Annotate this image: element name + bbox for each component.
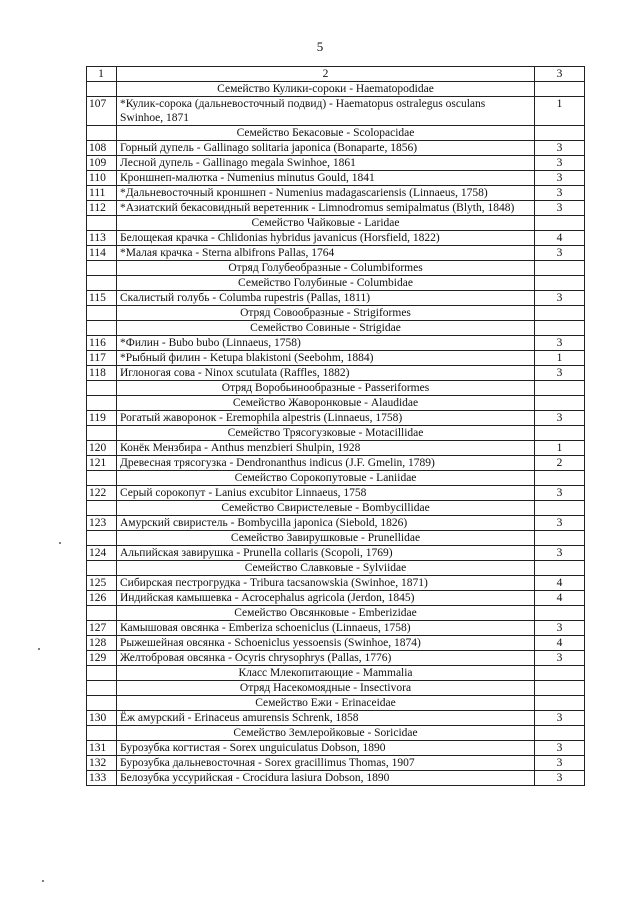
taxon-group-heading: Семейство Чайковые - Laridae: [117, 216, 535, 231]
table-row: [87, 651, 585, 666]
rarity-category: 1: [535, 351, 585, 366]
table-row: [87, 741, 585, 756]
rarity-category: 2: [535, 456, 585, 471]
row-number: 125: [87, 576, 117, 591]
empty-cell: [87, 426, 117, 441]
row-number: 123: [87, 516, 117, 531]
rarity-category: 1: [535, 97, 585, 126]
taxon-group-heading: Семейство Землеройковые - Soricidae: [117, 726, 535, 741]
taxon-group-heading: Отряд Совообразные - Strigiformes: [117, 306, 535, 321]
scan-mark: [38, 648, 40, 650]
table-row: [87, 441, 585, 456]
species-name: *Рыбный филин - Ketupa blakistoni (Seebohm, 1884): [117, 351, 535, 366]
table-row: [87, 486, 585, 501]
table-row: [87, 411, 585, 426]
rarity-category: 4: [535, 231, 585, 246]
taxon-group-heading: Отряд Голубеобразные - Columbiformes: [117, 261, 535, 276]
table-row: [87, 546, 585, 561]
empty-cell: [535, 531, 585, 546]
empty-cell: [87, 276, 117, 291]
species-name: *Малая крачка - Sterna albifrons Pallas, 1764: [117, 246, 535, 261]
rarity-category: 3: [535, 651, 585, 666]
row-number: 111: [87, 186, 117, 201]
row-number: 119: [87, 411, 117, 426]
row-number: 113: [87, 231, 117, 246]
table-row: [87, 141, 585, 156]
taxon-group-row: [87, 561, 585, 576]
species-name: Лесной дупель - Gallinago megala Swinhoe, 1861: [117, 156, 535, 171]
rarity-category: 3: [535, 336, 585, 351]
empty-cell: [535, 426, 585, 441]
empty-cell: [535, 306, 585, 321]
species-name: Белозубка уссурийская - Crocidura lasiura Dobson, 1890: [117, 771, 535, 786]
taxon-group-row: [87, 681, 585, 696]
table-row: [87, 366, 585, 381]
rarity-category: 3: [535, 516, 585, 531]
taxon-group-row: [87, 606, 585, 621]
species-name: Индийская камышевка - Acrocephalus agricola (Jerdon, 1845): [117, 591, 535, 606]
rarity-category: 4: [535, 576, 585, 591]
row-number: 126: [87, 591, 117, 606]
rarity-category: 3: [535, 756, 585, 771]
row-number: 124: [87, 546, 117, 561]
empty-cell: [535, 471, 585, 486]
table-row: [87, 156, 585, 171]
page-number: 5: [316, 39, 324, 54]
taxon-group-row: [87, 471, 585, 486]
taxon-group-row: [87, 126, 585, 141]
species-name: Бурозубка дальневосточная - Sorex gracillimus Thomas, 1907: [117, 756, 535, 771]
table-row: [87, 621, 585, 636]
column-header-name: 2: [117, 67, 535, 82]
taxon-group-row: [87, 381, 585, 396]
rarity-category: 3: [535, 486, 585, 501]
taxon-group-heading: Отряд Воробьинообразные - Passeriformes: [117, 381, 535, 396]
table-row: [87, 246, 585, 261]
empty-cell: [535, 82, 585, 97]
row-number: 109: [87, 156, 117, 171]
table-row: [87, 336, 585, 351]
species-name: Древесная трясогузка - Dendronanthus indicus (J.F. Gmelin, 1789): [117, 456, 535, 471]
table-row: [87, 186, 585, 201]
table-header-row: [87, 67, 585, 82]
table-row: [87, 516, 585, 531]
empty-cell: [535, 126, 585, 141]
species-name: Ёж амурский - Erinaceus amurensis Schrenk, 1858: [117, 711, 535, 726]
row-number: 130: [87, 711, 117, 726]
taxon-group-heading: Семейство Завирушковые - Prunellidae: [117, 531, 535, 546]
species-name: Желтобровая овсянка - Ocyris chrysophrys (Pallas, 1776): [117, 651, 535, 666]
empty-cell: [87, 561, 117, 576]
taxon-group-heading: Класс Млекопитающие - Mammalia: [117, 666, 535, 681]
rarity-category: 3: [535, 246, 585, 261]
row-number: 116: [87, 336, 117, 351]
empty-cell: [87, 126, 117, 141]
empty-cell: [535, 696, 585, 711]
species-name: Кроншнеп-малютка - Numenius minutus Gould, 1841: [117, 171, 535, 186]
taxon-group-row: [87, 396, 585, 411]
rarity-category: 3: [535, 411, 585, 426]
species-name: Серый сорокопут - Lanius excubitor Linnaeus, 1758: [117, 486, 535, 501]
row-number: 122: [87, 486, 117, 501]
species-name: Альпийская завирушка - Prunella collaris (Scopoli, 1769): [117, 546, 535, 561]
column-header-category: 3: [535, 67, 585, 82]
taxon-group-row: [87, 501, 585, 516]
table-row: [87, 636, 585, 651]
empty-cell: [87, 471, 117, 486]
empty-cell: [535, 261, 585, 276]
empty-cell: [87, 321, 117, 336]
row-number: 118: [87, 366, 117, 381]
row-number: 131: [87, 741, 117, 756]
empty-cell: [535, 666, 585, 681]
row-number: 127: [87, 621, 117, 636]
taxon-group-heading: Семейство Овсянковые - Emberizidae: [117, 606, 535, 621]
row-number: 117: [87, 351, 117, 366]
row-number: 112: [87, 201, 117, 216]
empty-cell: [87, 666, 117, 681]
taxon-group-heading: Семейство Трясогузковые - Motacillidae: [117, 426, 535, 441]
taxon-group-row: [87, 306, 585, 321]
table-row: [87, 351, 585, 366]
species-name: Сибирская пестрогрудка - Tribura tacsanowskia (Swinhoe, 1871): [117, 576, 535, 591]
rarity-category: 3: [535, 291, 585, 306]
empty-cell: [87, 606, 117, 621]
row-number: 121: [87, 456, 117, 471]
table-body: [87, 67, 585, 786]
empty-cell: [87, 381, 117, 396]
species-name: *Азиатский бекасовидный веретенник - Limnodromus semipalmatus (Blyth, 1848): [117, 201, 535, 216]
empty-cell: [87, 396, 117, 411]
table-row: [87, 201, 585, 216]
taxon-group-row: [87, 531, 585, 546]
empty-cell: [535, 726, 585, 741]
rarity-category: 3: [535, 141, 585, 156]
species-name: *Дальневосточный кроншнеп - Numenius madagascariensis (Linnaeus, 1758): [117, 186, 535, 201]
species-name: Рогатый жаворонок - Eremophila alpestris (Linnaeus, 1758): [117, 411, 535, 426]
empty-cell: [535, 561, 585, 576]
table-row: [87, 711, 585, 726]
empty-cell: [535, 276, 585, 291]
species-name: Белощекая крачка - Chlidonias hybridus javanicus (Horsfield, 1822): [117, 231, 535, 246]
species-name: Горный дупель - Gallinago solitaria japonica (Bonaparte, 1856): [117, 141, 535, 156]
taxon-group-heading: Семейство Совиные - Strigidae: [117, 321, 535, 336]
row-number: 120: [87, 441, 117, 456]
empty-cell: [87, 216, 117, 231]
row-number: 110: [87, 171, 117, 186]
row-number: 133: [87, 771, 117, 786]
row-number: 107: [87, 97, 117, 126]
row-number: 114: [87, 246, 117, 261]
taxon-group-heading: Семейство Славковые - Sylviidae: [117, 561, 535, 576]
rarity-category: 3: [535, 546, 585, 561]
taxon-group-row: [87, 261, 585, 276]
taxon-group-row: [87, 426, 585, 441]
empty-cell: [535, 681, 585, 696]
empty-cell: [535, 396, 585, 411]
table-row: [87, 456, 585, 471]
scan-mark: [42, 880, 44, 882]
empty-cell: [87, 696, 117, 711]
species-name: Скалистый голубь - Columba rupestris (Pallas, 1811): [117, 291, 535, 306]
taxon-group-heading: Семейство Голубиные - Columbidae: [117, 276, 535, 291]
table-row: [87, 756, 585, 771]
empty-cell: [535, 606, 585, 621]
taxon-group-row: [87, 696, 585, 711]
table-row: [87, 291, 585, 306]
taxon-group-heading: Семейство Сорокопутовые - Laniidae: [117, 471, 535, 486]
taxon-group-row: [87, 216, 585, 231]
empty-cell: [535, 216, 585, 231]
table-row: [87, 231, 585, 246]
rarity-category: 3: [535, 621, 585, 636]
rarity-category: 3: [535, 366, 585, 381]
empty-cell: [535, 501, 585, 516]
table-row: [87, 576, 585, 591]
table-row: [87, 171, 585, 186]
species-name: Конёк Мензбира - Anthus menzbieri Shulpin, 1928: [117, 441, 535, 456]
empty-cell: [87, 261, 117, 276]
taxon-group-heading: Семейство Бекасовые - Scolopacidae: [117, 126, 535, 141]
taxon-group-row: [87, 276, 585, 291]
species-name: Камышовая овсянка - Emberiza schoeniclus (Linnaeus, 1758): [117, 621, 535, 636]
row-number: 115: [87, 291, 117, 306]
rarity-category: 3: [535, 711, 585, 726]
taxon-group-row: [87, 82, 585, 97]
species-name: Иглоногая сова - Ninox scutulata (Raffles, 1882): [117, 366, 535, 381]
taxon-group-heading: Семейство Свиристелевые - Bombycillidae: [117, 501, 535, 516]
row-number: 132: [87, 756, 117, 771]
table-row: [87, 771, 585, 786]
rarity-category: 4: [535, 636, 585, 651]
rarity-category: 3: [535, 741, 585, 756]
species-name: Бурозубка когтистая - Sorex unguiculatus Dobson, 1890: [117, 741, 535, 756]
empty-cell: [87, 681, 117, 696]
rarity-category: 3: [535, 186, 585, 201]
column-header-number: 1: [87, 67, 117, 82]
table-row: [87, 97, 585, 126]
empty-cell: [87, 531, 117, 546]
species-name: *Филин - Bubo bubo (Linnaeus, 1758): [117, 336, 535, 351]
rarity-category: 3: [535, 771, 585, 786]
table-row: [87, 591, 585, 606]
empty-cell: [87, 501, 117, 516]
row-number: 128: [87, 636, 117, 651]
rarity-category: 3: [535, 201, 585, 216]
species-name: Амурский свиристель - Bombycilla japonica (Siebold, 1826): [117, 516, 535, 531]
taxon-group-row: [87, 321, 585, 336]
species-name: *Кулик-сорока (дальневосточный подвид) - Haematopus ostralegus osculans Swinhoe, 1871: [117, 97, 535, 126]
empty-cell: [535, 381, 585, 396]
species-table: [86, 66, 585, 786]
rarity-category: 4: [535, 591, 585, 606]
scan-mark: [59, 542, 61, 544]
empty-cell: [535, 321, 585, 336]
empty-cell: [87, 82, 117, 97]
taxon-group-heading: Семейство Кулики-сороки - Haematopodidae: [117, 82, 535, 97]
row-number: 129: [87, 651, 117, 666]
taxon-group-heading: Семейство Жаворонковые - Alaudidae: [117, 396, 535, 411]
species-name: Рыжешейная овсянка - Schoeniclus yessoensis (Swinhoe, 1874): [117, 636, 535, 651]
taxon-group-heading: Семейство Ежи - Erinaceidae: [117, 696, 535, 711]
taxon-group-row: [87, 666, 585, 681]
row-number: 108: [87, 141, 117, 156]
empty-cell: [87, 726, 117, 741]
taxon-group-row: [87, 726, 585, 741]
taxon-group-heading: Отряд Насекомоядные - Insectivora: [117, 681, 535, 696]
empty-cell: [87, 306, 117, 321]
rarity-category: 3: [535, 156, 585, 171]
rarity-category: 1: [535, 441, 585, 456]
rarity-category: 3: [535, 171, 585, 186]
